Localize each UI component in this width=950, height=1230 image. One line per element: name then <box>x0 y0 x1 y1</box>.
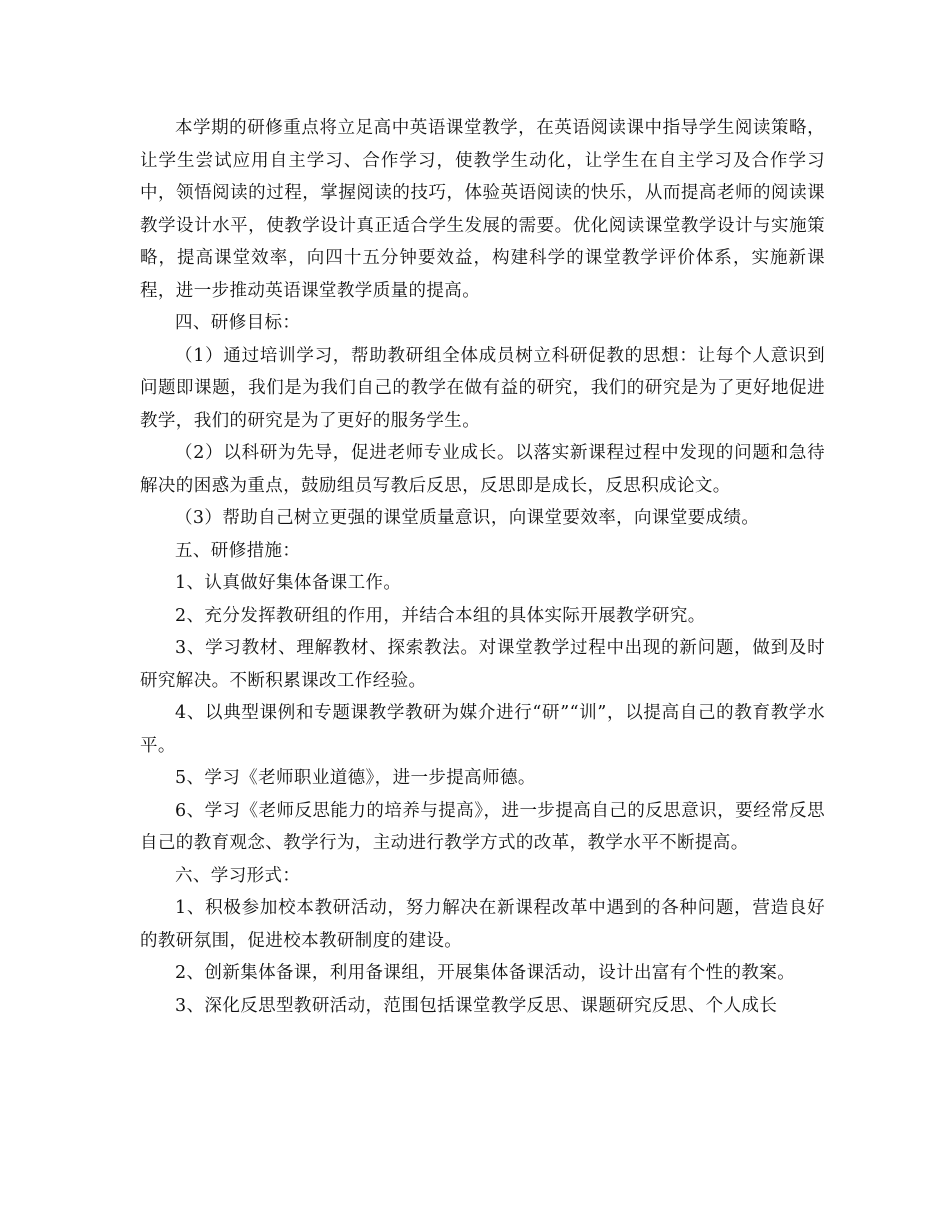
goal-paragraph: （3）帮助自己树立更强的课堂质量意识，向课堂要效率，向课堂要成绩。 <box>175 508 760 528</box>
measure-paragraph: 3、学习教材、理解教材、探索教法。对课堂教学过程中出现的新问题，做到及时研究解决。不断积累课改工作经验。 <box>140 638 825 691</box>
goal-paragraph: （2）以科研为先导，促进老师专业成长。以落实新课程过程中发现的问题和急待解决的困惑为重点，鼓励组员写教后反思，反思即是成长，反思积成论文。 <box>140 443 825 496</box>
form-paragraph: 1、积极参加校本教研活动，努力解决在新课程改革中遇到的各种问题，营造良好的教研氛围，促进校本教研制度的建设。 <box>140 898 825 951</box>
document-body <box>140 112 825 1022</box>
section-heading-forms: 六、学习形式： <box>175 865 301 886</box>
measure-paragraph: 4、以典型课例和专题课教学教研为媒介进行“研”“训”，以提高自己的教育教学水平。 <box>140 703 825 756</box>
intro-paragraph: 本学期的研修重点将立足高中英语课堂教学，在英语阅读课中指导学生阅读策略，让学生尝试应用自主学习、合作学习，使教学生动化，让学生在自主学习及合作学习中，领悟阅读的过程，掌握阅读的技巧，体验英语阅读的快乐，从而提高老师的阅读课教学设计水平，使教学设计真正适合学生发展的需要。优化阅读课堂教学设计与实施策略，提高课堂效率，向四十五分钟要效益，构建科学的课堂教学评价体系，实施新课程，进一步推动英语课堂教学质量的提高。 <box>140 118 825 301</box>
measure-paragraph: 2、充分发挥教研组的作用，并结合本组的具体实际开展教学研究。 <box>175 605 706 626</box>
form-paragraph: 2、创新集体备课，利用备课组，开展集体备课活动，设计出富有个性的教案。 <box>175 963 796 983</box>
form-paragraph: 3、深化反思型教研活动，范围包括课堂教学反思、课题研究反思、个人成长 <box>175 995 778 1016</box>
measure-paragraph: 5、学习《老师职业道德》，进一步提高师德。 <box>175 768 536 788</box>
section-heading-goals: 四、研修目标： <box>175 313 301 333</box>
goal-paragraph: （1）通过培训学习，帮助教研组全体成员树立科研促教的思想：让每个人意识到问题即课题，我们是为我们自己的教学在做有益的研究，我们的研究是为了更好地促进教学，我们的研究是为了更好的服务学生。 <box>140 345 825 431</box>
section-heading-measures: 五、研修措施： <box>175 540 301 561</box>
measure-paragraph: 1、认真做好集体备课工作。 <box>175 573 402 593</box>
measure-paragraph: 6、学习《老师反思能力的培养与提高》，进一步提高自己的反思意识，要经常反思自己的教育观念、教学行为，主动进行教学方式的改革，教学水平不断提高。 <box>140 800 825 853</box>
